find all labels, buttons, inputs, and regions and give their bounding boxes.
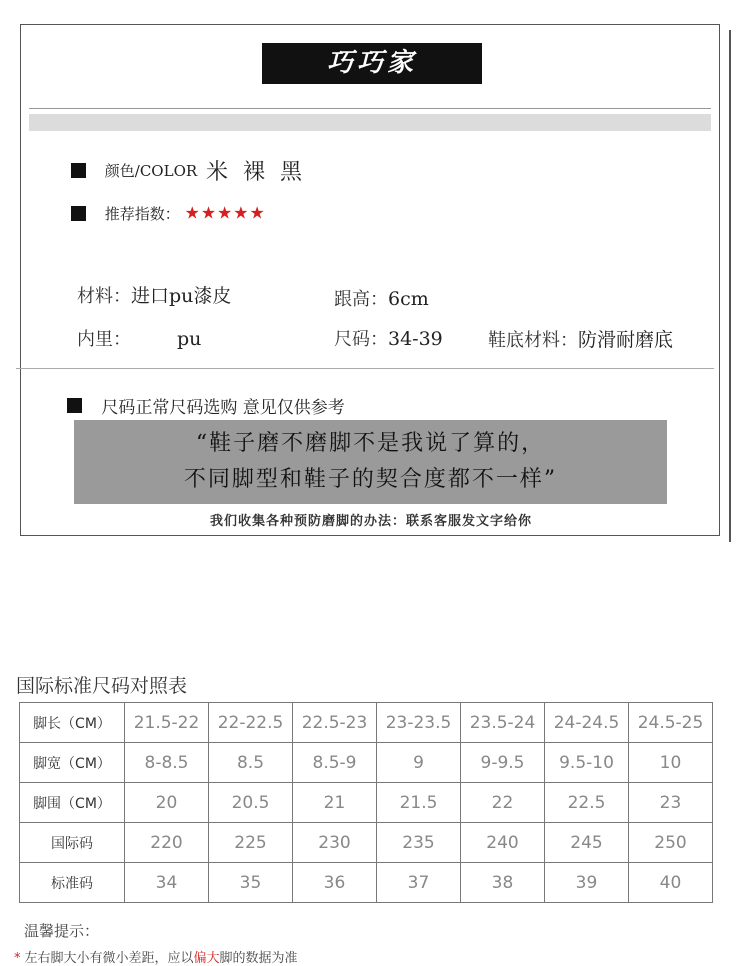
heel-label: 跟高： [334,289,388,310]
recommend-label: 推荐指数： [104,205,180,223]
lining-label: 内里： [77,329,131,350]
note-suffix: 脚的数据为准 [219,951,298,966]
lining-spec [77,325,201,351]
size-label: 尺码： [334,329,388,350]
table-cell: 24.5-25 [629,703,713,743]
table-cell: 23 [629,783,713,823]
size-chart-title: 国际标准尺码对照表 [16,675,188,697]
table-cell: 250 [629,823,713,863]
bullet-square-icon [71,163,86,178]
row-header: 脚围（CM） [20,783,125,823]
card-shadow [729,30,731,542]
table-cell: 235 [377,823,461,863]
row-header: 标准码 [20,863,125,903]
table-cell: 34 [125,863,209,903]
table-cell: 20.5 [209,783,293,823]
table-cell: 9.5-10 [545,743,629,783]
quote-line-1: “鞋子磨不磨脚不是我说了算的， [195,431,546,456]
bullet-square-icon [71,206,86,221]
brand-logo: 巧巧家 [262,43,482,84]
table-cell: 23.5-24 [461,703,545,743]
product-info-card [20,24,720,536]
size-chart-table [19,702,713,903]
heel-spec [334,285,429,311]
anti-blister-note: 我们收集各种预防磨脚的办法：联系客服发文字给你 [209,514,532,529]
table-cell: 8-8.5 [125,743,209,783]
table-cell: 24-24.5 [545,703,629,743]
table-cell: 22.5 [545,783,629,823]
rating-stars: ★★★★★ [184,203,266,224]
size-spec [334,325,443,351]
size-note [14,947,298,966]
table-cell: 230 [293,823,377,863]
quote-line-2: 不同脚型和鞋子的契合度都不一样” [183,467,558,492]
material-label: 材料： [77,286,131,307]
table-cell: 9-9.5 [461,743,545,783]
table-cell: 35 [209,863,293,903]
note-prefix: 左右脚大小有微小差距，应以 [24,951,194,966]
table-row [20,703,713,743]
table-cell: 21.5 [377,783,461,823]
sole-label: 鞋底材料： [488,330,578,351]
table-row [20,743,713,783]
row-header: 脚宽（CM） [20,743,125,783]
table-row [20,783,713,823]
advice-row [67,393,345,418]
advice-text: 尺码正常尺码选购 意见仅供参考 [101,398,345,418]
table-cell: 37 [377,863,461,903]
note-highlight: 偏大 [193,951,220,966]
table-cell: 9 [377,743,461,783]
recommend-row [71,203,266,224]
asterisk-icon: * [14,951,21,966]
color-label: 颜色/COLOR [104,162,198,180]
bullet-square-icon [67,398,82,413]
table-cell: 220 [125,823,209,863]
table-cell: 38 [461,863,545,903]
table-row [20,863,713,903]
lining-value: pu [177,328,202,350]
table-cell: 240 [461,823,545,863]
row-header: 脚长（CM） [20,703,125,743]
table-cell: 22 [461,783,545,823]
sole-value: 防滑耐磨底 [578,329,674,351]
table-cell: 39 [545,863,629,903]
table-cell: 8.5-9 [293,743,377,783]
divider [29,108,711,109]
table-cell: 23-23.5 [377,703,461,743]
divider [16,368,714,369]
size-value: 34-39 [388,328,443,350]
color-options: 米 裸 黑 [205,160,306,185]
table-cell: 40 [629,863,713,903]
color-row [71,155,306,186]
table-cell: 245 [545,823,629,863]
table-row [20,823,713,863]
table-cell: 36 [293,863,377,903]
table-cell: 21.5-22 [125,703,209,743]
table-cell: 21 [293,783,377,823]
table-cell: 22.5-23 [293,703,377,743]
table-cell: 20 [125,783,209,823]
table-cell: 225 [209,823,293,863]
table-cell: 10 [629,743,713,783]
header-band [29,114,711,131]
heel-value: 6cm [388,288,429,310]
row-header: 国际码 [20,823,125,863]
quote-box [74,420,667,504]
material-spec [77,281,231,308]
table-cell: 22-22.5 [209,703,293,743]
tips-label: 温馨提示： [24,922,100,940]
sole-spec [488,325,673,352]
table-cell: 8.5 [209,743,293,783]
material-value: 进口pu漆皮 [131,285,232,307]
